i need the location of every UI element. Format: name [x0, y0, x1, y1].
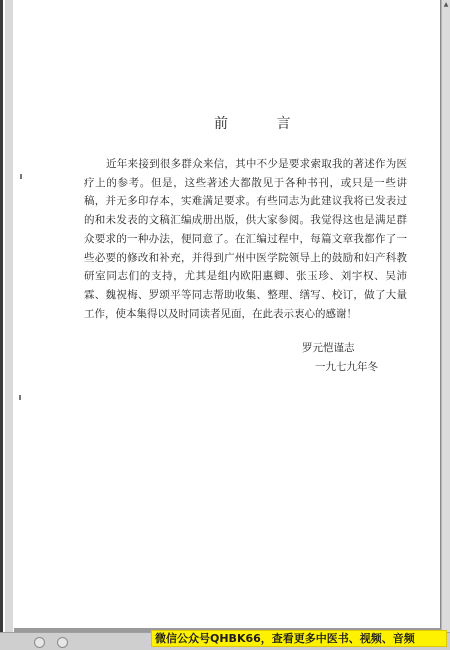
scroll-up-arrow-icon[interactable]: ▲ [443, 1, 449, 8]
signature-author: 罗元恺谨志 [302, 342, 355, 354]
watermark-banner: 微信公众号QHBK66，查看更多中医书、视频、音频 [151, 630, 447, 647]
previous-page-button[interactable] [34, 637, 45, 648]
scan-artifact-mark [20, 174, 22, 179]
page-gutter [5, 0, 13, 632]
page-title: 前 言 [214, 116, 313, 132]
document-page [14, 0, 441, 628]
scan-artifact-mark [19, 395, 21, 400]
vertical-scrollbar[interactable] [441, 0, 450, 632]
preface-paragraph: 近年来接到很多群众来信，其中不少是要求索取我的著述作为医疗上的参考。但是，这些著述大都散见于各种书刊，或只是一些讲稿，并无多印存本，实难满足要求。有些同志为此建议我将已发表过的和未发表的文稿汇编成册出版，供大家参阅。我觉得这也是满足群众要求的一种办法，便同意了。在汇编过程中，每篇文章我都作了一些必要的修改和补充，并得到广州中医学院领导上的鼓励和妇产科教研室同志们的支持，尤其是组内欧阳惠卿、张玉珍、刘宇权、吴沛霖、魏祝梅、罗颂平等同志帮助收集、整理、缮写、校订，做了大量工作，使本集得以及时同读者见面，在此表示衷心的感谢！ [84, 158, 407, 320]
next-page-button[interactable] [57, 637, 68, 648]
window-left-border [0, 0, 3, 632]
signature-date: 一九七九年冬 [315, 361, 378, 373]
